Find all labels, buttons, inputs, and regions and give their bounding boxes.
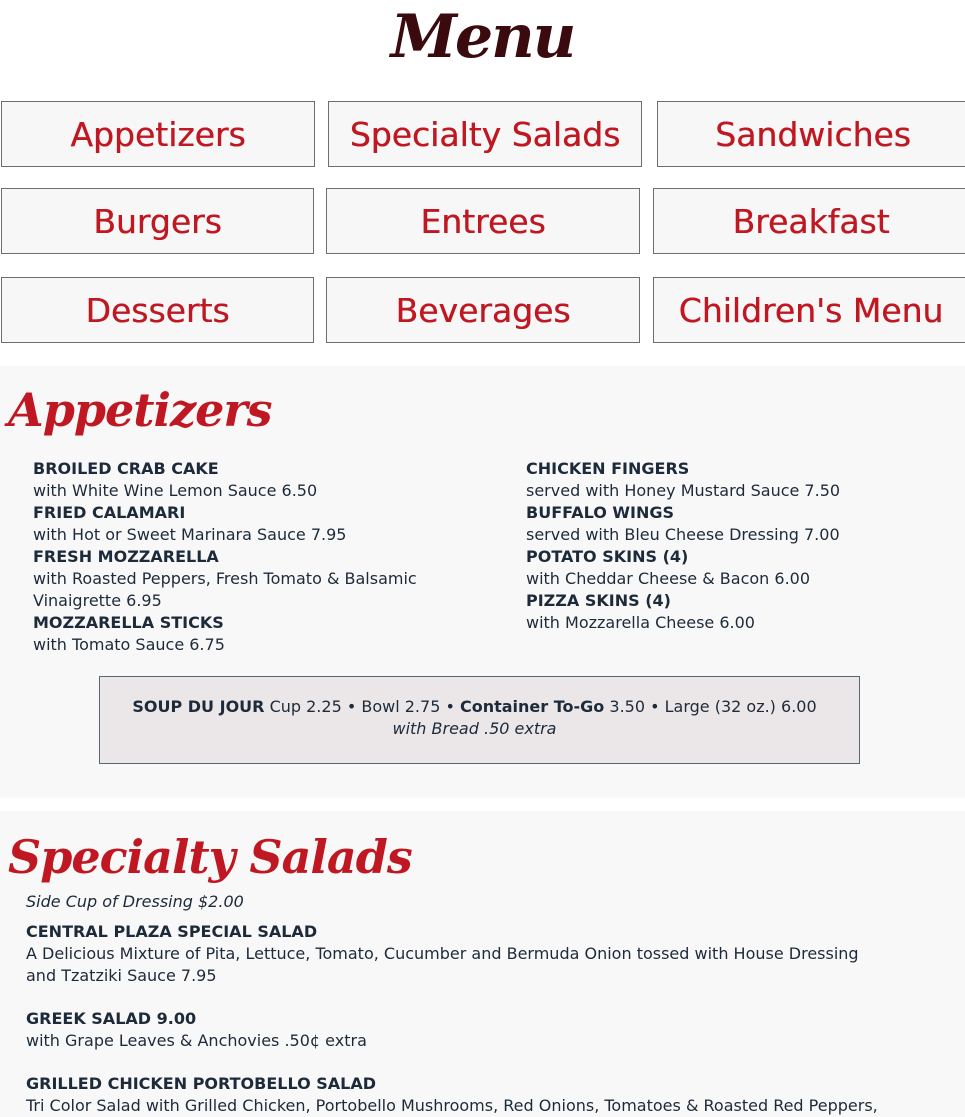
menu-item-desc: with White Wine Lemon Sauce 6.50 xyxy=(33,481,318,500)
nav-button-burgers[interactable]: Burgers xyxy=(1,188,314,254)
menu-item-desc: served with Honey Mustard Sauce 7.50 xyxy=(526,481,841,500)
appetizers-section xyxy=(0,366,965,798)
nav-button-beverages[interactable]: Beverages xyxy=(326,277,640,343)
soup-du-jour-box xyxy=(99,676,860,764)
page-title: Menu xyxy=(390,2,575,72)
menu-item-desc: with Tomato Sauce 6.75 xyxy=(33,635,225,654)
salad-item xyxy=(26,1008,886,1052)
salads-heading: Specialty Salads xyxy=(8,830,412,884)
menu-item-desc: Tri Color Salad with Grilled Chicken, Portobello Mushrooms, Red Onions, Tomatoes & Roasted Red Peppers, xyxy=(26,1096,878,1115)
menu-item-desc: with Roasted Peppers, Fresh Tomato & Balsamic Vinaigrette 6.95 xyxy=(33,569,417,610)
menu-item-name: BUFFALO WINGS xyxy=(526,503,675,522)
menu-item-name: FRIED CALAMARI xyxy=(33,503,186,522)
salad-item xyxy=(26,1073,886,1117)
soup-bread-note: with Bread .50 extra xyxy=(392,719,557,738)
appetizers-right-column xyxy=(526,458,946,634)
menu-item-desc: with Grape Leaves & Anchovies .50¢ extra xyxy=(26,1031,367,1050)
menu-item-name: GRILLED CHICKEN PORTOBELLO SALAD xyxy=(26,1074,377,1093)
nav-button-appetizers[interactable]: Appetizers xyxy=(1,101,315,167)
appetizers-heading: Appetizers xyxy=(8,383,272,437)
menu-item-desc: with Cheddar Cheese & Bacon 6.00 xyxy=(526,569,811,588)
nav-button-sandwiches[interactable]: Sandwiches xyxy=(657,101,965,167)
soup-prices-line xyxy=(100,696,849,718)
soup-container-rest: 3.50 • Large (32 oz.) 6.00 xyxy=(604,697,817,716)
menu-item-name: CENTRAL PLAZA SPECIAL SALAD xyxy=(26,922,318,941)
menu-item-desc: A Delicious Mixture of Pita, Lettuce, Tomato, Cucumber and Bermuda Onion tossed with House Dressing and Tzatziki Sauce 7.95 xyxy=(26,944,859,985)
menu-item-name: PIZZA SKINS (4) xyxy=(526,591,671,610)
menu-item-name: BROILED CRAB CAKE xyxy=(33,459,219,478)
menu-item-name: POTATO SKINS (4) xyxy=(526,547,689,566)
nav-button-specialty-salads[interactable]: Specialty Salads xyxy=(328,101,642,167)
nav-button-desserts[interactable]: Desserts xyxy=(1,277,314,343)
soup-name: SOUP DU JOUR xyxy=(132,697,265,716)
soup-container-label: Container To-Go xyxy=(459,697,605,716)
menu-item-name: MOZZARELLA STICKS xyxy=(33,613,224,632)
salads-section xyxy=(0,811,965,1117)
nav-button-entrees[interactable]: Entrees xyxy=(326,188,640,254)
salad-item xyxy=(26,921,886,987)
soup-cup-bowl: Cup 2.25 • Bowl 2.75 • xyxy=(264,697,460,716)
menu-item-desc: with Mozzarella Cheese 6.00 xyxy=(526,613,755,632)
nav-button-breakfast[interactable]: Breakfast xyxy=(653,188,965,254)
menu-item-desc: served with Bleu Cheese Dressing 7.00 xyxy=(526,525,840,544)
dressing-note: Side Cup of Dressing $2.00 xyxy=(26,892,244,911)
menu-item-name: CHICKEN FINGERS xyxy=(526,459,690,478)
menu-item-name: FRESH MOZZARELLA xyxy=(33,547,219,566)
nav-button-childrens-menu[interactable]: Children's Menu xyxy=(653,277,965,343)
appetizers-left-column xyxy=(33,458,453,656)
menu-item-name: GREEK SALAD 9.00 xyxy=(26,1009,197,1028)
menu-item-desc: with Hot or Sweet Marinara Sauce 7.95 xyxy=(33,525,347,544)
